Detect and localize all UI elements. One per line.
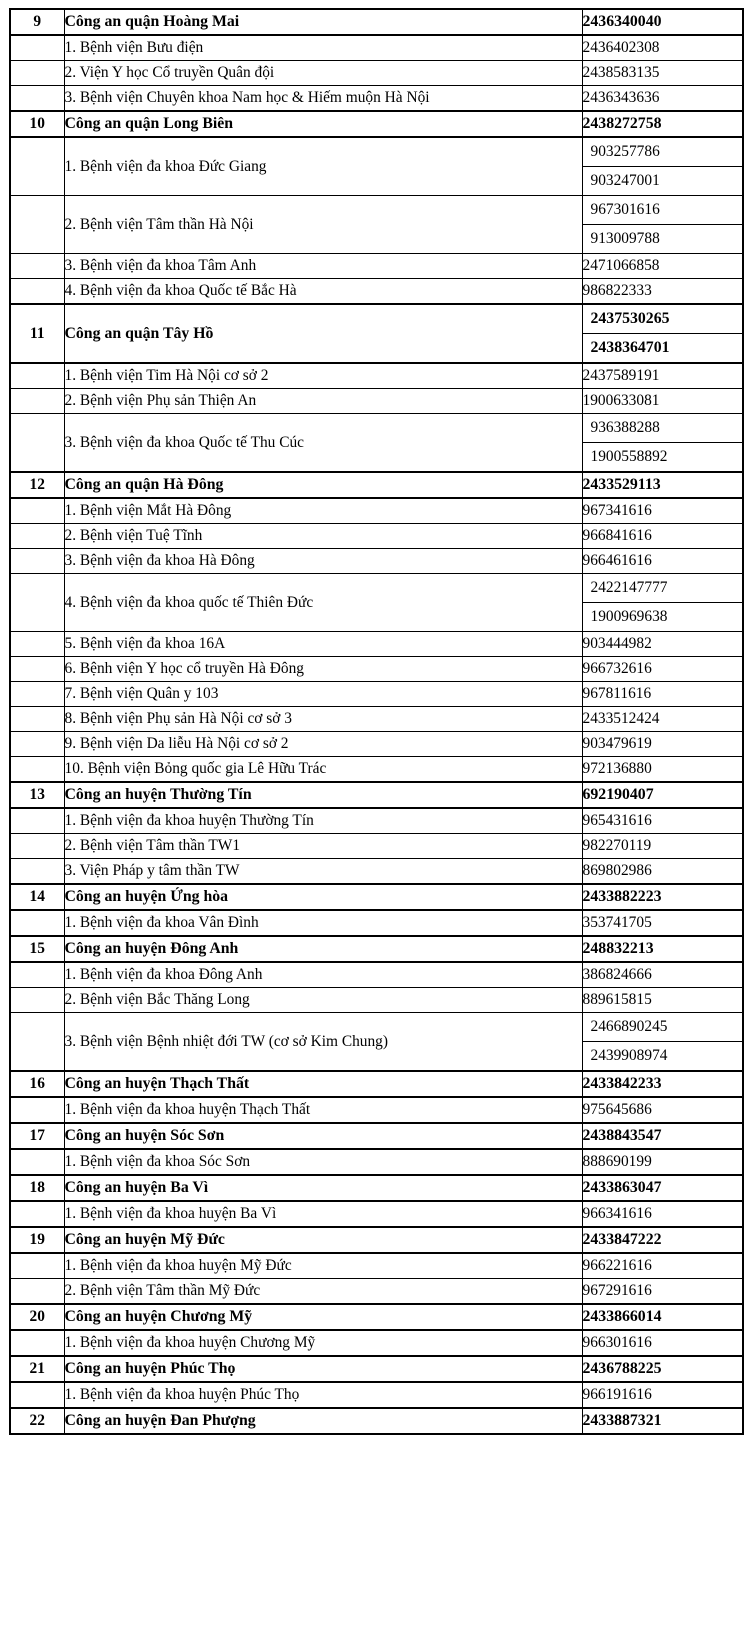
district-name: Công an huyện Sóc Sơn bbox=[64, 1123, 582, 1149]
hospital-name: 2. Bệnh viện Tâm thần Hà Nội bbox=[64, 196, 582, 254]
hospital-name: 1. Bệnh viện Bưu điện bbox=[64, 35, 582, 61]
district-row bbox=[10, 111, 743, 137]
row-index bbox=[10, 657, 64, 682]
hospital-row bbox=[10, 682, 743, 707]
phone-cell: 975645686 bbox=[582, 1097, 743, 1123]
phone-number: 2422147777 bbox=[590, 579, 668, 596]
row-index: 14 bbox=[10, 884, 64, 910]
hospital-row bbox=[10, 86, 743, 112]
hospital-name: 1. Bệnh viện Tim Hà Nội cơ sở 2 bbox=[64, 363, 582, 389]
district-name: Công an quận Hà Đông bbox=[64, 472, 582, 498]
district-row bbox=[10, 1123, 743, 1149]
hospital-name: 7. Bệnh viện Quân y 103 bbox=[64, 682, 582, 707]
row-index bbox=[10, 1382, 64, 1408]
hospital-name: 1. Bệnh viện Mắt Hà Đông bbox=[64, 498, 582, 524]
phone-cell: 966221616 bbox=[582, 1253, 743, 1279]
row-index: 16 bbox=[10, 1071, 64, 1097]
row-index: 12 bbox=[10, 472, 64, 498]
phone-number: 967301616 bbox=[590, 201, 660, 218]
phone-cell: 966191616 bbox=[582, 1382, 743, 1408]
hospital-row bbox=[10, 574, 743, 632]
row-index bbox=[10, 61, 64, 86]
hospital-name: 2. Bệnh viện Bắc Thăng Long bbox=[64, 988, 582, 1013]
district-name: Công an huyện Thường Tín bbox=[64, 782, 582, 808]
district-name: Công an huyện Ứng hòa bbox=[64, 884, 582, 910]
hospital-row bbox=[10, 657, 743, 682]
row-index bbox=[10, 682, 64, 707]
district-row bbox=[10, 1408, 743, 1434]
phone-cell: 966841616 bbox=[582, 524, 743, 549]
hospital-name: 3. Bệnh viện Bệnh nhiệt đới TW (cơ sở Kim Chung) bbox=[64, 1013, 582, 1072]
row-index bbox=[10, 137, 64, 196]
row-index: 20 bbox=[10, 1304, 64, 1330]
row-index bbox=[10, 732, 64, 757]
row-index bbox=[10, 549, 64, 574]
hospital-name: 4. Bệnh viện đa khoa Quốc tế Bắc Hà bbox=[64, 279, 582, 305]
hospital-name: 1. Bệnh viện đa khoa huyện Thường Tín bbox=[64, 808, 582, 834]
hospital-row bbox=[10, 363, 743, 389]
hospital-name: 1. Bệnh viện đa khoa Đức Giang bbox=[64, 137, 582, 196]
phone-cell bbox=[582, 137, 743, 196]
hospital-name: 3. Viện Pháp y tâm thần TW bbox=[64, 859, 582, 885]
phone-cell: 2438583135 bbox=[582, 61, 743, 86]
row-index bbox=[10, 1201, 64, 1227]
hospital-row bbox=[10, 414, 743, 473]
row-index: 19 bbox=[10, 1227, 64, 1253]
hospital-row bbox=[10, 35, 743, 61]
district-name: Công an huyện Thạch Thất bbox=[64, 1071, 582, 1097]
row-index bbox=[10, 498, 64, 524]
row-index bbox=[10, 1097, 64, 1123]
phone-number: 2466890245 bbox=[590, 1018, 668, 1035]
row-index bbox=[10, 414, 64, 473]
district-row bbox=[10, 782, 743, 808]
hospital-row bbox=[10, 732, 743, 757]
row-index bbox=[10, 574, 64, 632]
district-row bbox=[10, 304, 743, 363]
phone-cell: 2438272758 bbox=[582, 111, 743, 137]
row-index bbox=[10, 389, 64, 414]
hospital-row bbox=[10, 254, 743, 279]
hospital-name: 1. Bệnh viện đa khoa Vân Đình bbox=[64, 910, 582, 936]
row-index bbox=[10, 808, 64, 834]
row-index: 9 bbox=[10, 9, 64, 35]
hospital-row bbox=[10, 524, 743, 549]
hospital-row bbox=[10, 757, 743, 783]
hospital-name: 1. Bệnh viện đa khoa huyện Thạch Thất bbox=[64, 1097, 582, 1123]
hospital-name: 3. Bệnh viện đa khoa Quốc tế Thu Cúc bbox=[64, 414, 582, 473]
hospital-row bbox=[10, 196, 743, 254]
district-name: Công an huyện Đan Phượng bbox=[64, 1408, 582, 1434]
row-index: 13 bbox=[10, 782, 64, 808]
district-name: Công an quận Hoàng Mai bbox=[64, 9, 582, 35]
phone-number: 903257786 bbox=[590, 143, 660, 160]
row-index bbox=[10, 834, 64, 859]
phone-cell bbox=[582, 196, 743, 254]
row-index bbox=[10, 1279, 64, 1305]
hospital-name: 8. Bệnh viện Phụ sản Hà Nội cơ sở 3 bbox=[64, 707, 582, 732]
row-index bbox=[10, 962, 64, 988]
row-index bbox=[10, 254, 64, 279]
hospital-row bbox=[10, 632, 743, 657]
row-index: 11 bbox=[10, 304, 64, 363]
district-row bbox=[10, 1227, 743, 1253]
phone-cell: 2438843547 bbox=[582, 1123, 743, 1149]
hospital-name: 3. Bệnh viện Chuyên khoa Nam học & Hiếm muộn Hà Nội bbox=[64, 86, 582, 112]
row-index bbox=[10, 707, 64, 732]
hospital-row bbox=[10, 137, 743, 196]
phone-number: 936388288 bbox=[590, 419, 660, 436]
phone-cell: 2436788225 bbox=[582, 1356, 743, 1382]
row-index bbox=[10, 859, 64, 885]
hospital-name: 1. Bệnh viện đa khoa huyện Chương Mỹ bbox=[64, 1330, 582, 1356]
phone-cell: 1900633081 bbox=[582, 389, 743, 414]
district-name: Công an huyện Phúc Thọ bbox=[64, 1356, 582, 1382]
phone-cell: 248832213 bbox=[582, 936, 743, 962]
phone-cell bbox=[582, 414, 743, 473]
hospital-row bbox=[10, 1149, 743, 1175]
phone-cell: 986822333 bbox=[582, 279, 743, 305]
row-index bbox=[10, 1149, 64, 1175]
district-row bbox=[10, 9, 743, 35]
phone-cell: 2433882223 bbox=[582, 884, 743, 910]
phone-number: 903247001 bbox=[583, 166, 743, 195]
district-row bbox=[10, 1175, 743, 1201]
district-name: Công an quận Long Biên bbox=[64, 111, 582, 137]
phone-cell bbox=[582, 304, 743, 363]
district-row bbox=[10, 472, 743, 498]
hospital-name: 2. Bệnh viện Phụ sản Thiện An bbox=[64, 389, 582, 414]
district-name: Công an huyện Chương Mỹ bbox=[64, 1304, 582, 1330]
hospital-name: 9. Bệnh viện Da liễu Hà Nội cơ sở 2 bbox=[64, 732, 582, 757]
phone-cell: 2433863047 bbox=[582, 1175, 743, 1201]
row-index: 18 bbox=[10, 1175, 64, 1201]
phone-number: 913009788 bbox=[583, 224, 743, 253]
phone-cell: 903444982 bbox=[582, 632, 743, 657]
row-index: 17 bbox=[10, 1123, 64, 1149]
phone-cell: 2433842233 bbox=[582, 1071, 743, 1097]
phone-cell: 869802986 bbox=[582, 859, 743, 885]
phone-number: 2439908974 bbox=[583, 1041, 743, 1070]
row-index: 15 bbox=[10, 936, 64, 962]
phone-cell: 966341616 bbox=[582, 1201, 743, 1227]
hospital-row bbox=[10, 859, 743, 885]
row-index bbox=[10, 632, 64, 657]
phone-cell: 889615815 bbox=[582, 988, 743, 1013]
phone-cell: 966732616 bbox=[582, 657, 743, 682]
row-index: 21 bbox=[10, 1356, 64, 1382]
phone-cell: 967341616 bbox=[582, 498, 743, 524]
phone-cell: 966461616 bbox=[582, 549, 743, 574]
hospital-row bbox=[10, 988, 743, 1013]
phone-cell: 2437589191 bbox=[582, 363, 743, 389]
hospital-row bbox=[10, 498, 743, 524]
phone-number: 2438364701 bbox=[583, 333, 743, 362]
phone-cell: 692190407 bbox=[582, 782, 743, 808]
hospital-row bbox=[10, 61, 743, 86]
hospital-name: 2. Bệnh viện Tâm thần Mỹ Đức bbox=[64, 1279, 582, 1305]
row-index bbox=[10, 988, 64, 1013]
hospital-row bbox=[10, 962, 743, 988]
phone-cell: 353741705 bbox=[582, 910, 743, 936]
hospital-row bbox=[10, 1279, 743, 1305]
district-name: Công an huyện Đông Anh bbox=[64, 936, 582, 962]
row-index bbox=[10, 1013, 64, 1072]
phone-cell: 965431616 bbox=[582, 808, 743, 834]
phone-number: 1900969638 bbox=[583, 602, 743, 631]
hospital-name: 3. Bệnh viện đa khoa Hà Đông bbox=[64, 549, 582, 574]
contact-table bbox=[9, 8, 744, 1435]
phone-cell: 966301616 bbox=[582, 1330, 743, 1356]
hospital-row bbox=[10, 707, 743, 732]
phone-cell: 2436343636 bbox=[582, 86, 743, 112]
phone-cell: 2433512424 bbox=[582, 707, 743, 732]
phone-cell: 386824666 bbox=[582, 962, 743, 988]
hospital-name: 1. Bệnh viện đa khoa huyện Mỹ Đức bbox=[64, 1253, 582, 1279]
hospital-name: 2. Bệnh viện Tâm thần TW1 bbox=[64, 834, 582, 859]
district-row bbox=[10, 884, 743, 910]
row-index bbox=[10, 35, 64, 61]
hospital-name: 1. Bệnh viện đa khoa huyện Phúc Thọ bbox=[64, 1382, 582, 1408]
district-name: Công an huyện Ba Vì bbox=[64, 1175, 582, 1201]
row-index bbox=[10, 1253, 64, 1279]
district-row bbox=[10, 1356, 743, 1382]
row-index bbox=[10, 196, 64, 254]
hospital-name: 6. Bệnh viện Y học cổ truyền Hà Đông bbox=[64, 657, 582, 682]
hospital-name: 1. Bệnh viện đa khoa Đông Anh bbox=[64, 962, 582, 988]
hospital-row bbox=[10, 1330, 743, 1356]
hospital-name: 5. Bệnh viện đa khoa 16A bbox=[64, 632, 582, 657]
phone-cell: 2433866014 bbox=[582, 1304, 743, 1330]
phone-cell: 972136880 bbox=[582, 757, 743, 783]
phone-number: 1900558892 bbox=[583, 442, 743, 471]
row-index: 22 bbox=[10, 1408, 64, 1434]
hospital-row bbox=[10, 808, 743, 834]
hospital-name: 2. Bệnh viện Tuệ Tĩnh bbox=[64, 524, 582, 549]
district-name: Công an quận Tây Hồ bbox=[64, 304, 582, 363]
hospital-row bbox=[10, 1382, 743, 1408]
phone-cell: 2436340040 bbox=[582, 9, 743, 35]
district-name: Công an huyện Mỹ Đức bbox=[64, 1227, 582, 1253]
row-index bbox=[10, 86, 64, 112]
phone-cell: 967811616 bbox=[582, 682, 743, 707]
row-index bbox=[10, 910, 64, 936]
hospital-row bbox=[10, 834, 743, 859]
hospital-name: 10. Bệnh viện Bỏng quốc gia Lê Hữu Trác bbox=[64, 757, 582, 783]
phone-cell: 967291616 bbox=[582, 1279, 743, 1305]
hospital-row bbox=[10, 389, 743, 414]
phone-cell bbox=[582, 1013, 743, 1072]
phone-cell: 888690199 bbox=[582, 1149, 743, 1175]
hospital-name: 3. Bệnh viện đa khoa Tâm Anh bbox=[64, 254, 582, 279]
district-row bbox=[10, 936, 743, 962]
phone-cell: 2433847222 bbox=[582, 1227, 743, 1253]
phone-cell: 2436402308 bbox=[582, 35, 743, 61]
hospital-row bbox=[10, 1097, 743, 1123]
phone-number: 2437530265 bbox=[590, 310, 670, 327]
hospital-row bbox=[10, 1013, 743, 1072]
phone-cell: 903479619 bbox=[582, 732, 743, 757]
phone-cell bbox=[582, 574, 743, 632]
row-index bbox=[10, 757, 64, 783]
district-row bbox=[10, 1304, 743, 1330]
row-index bbox=[10, 363, 64, 389]
hospital-name: 1. Bệnh viện đa khoa huyện Ba Vì bbox=[64, 1201, 582, 1227]
row-index bbox=[10, 1330, 64, 1356]
hospital-name: 2. Viện Y học Cổ truyền Quân đội bbox=[64, 61, 582, 86]
phone-cell: 2433887321 bbox=[582, 1408, 743, 1434]
hospital-name: 1. Bệnh viện đa khoa Sóc Sơn bbox=[64, 1149, 582, 1175]
hospital-row bbox=[10, 549, 743, 574]
phone-cell: 2471066858 bbox=[582, 254, 743, 279]
row-index bbox=[10, 524, 64, 549]
hospital-row bbox=[10, 1201, 743, 1227]
row-index bbox=[10, 279, 64, 305]
district-row bbox=[10, 1071, 743, 1097]
phone-cell: 2433529113 bbox=[582, 472, 743, 498]
hospital-name: 4. Bệnh viện đa khoa quốc tế Thiên Đức bbox=[64, 574, 582, 632]
hospital-row bbox=[10, 910, 743, 936]
phone-cell: 982270119 bbox=[582, 834, 743, 859]
hospital-row bbox=[10, 279, 743, 305]
hospital-row bbox=[10, 1253, 743, 1279]
row-index: 10 bbox=[10, 111, 64, 137]
table-body bbox=[10, 9, 743, 1434]
